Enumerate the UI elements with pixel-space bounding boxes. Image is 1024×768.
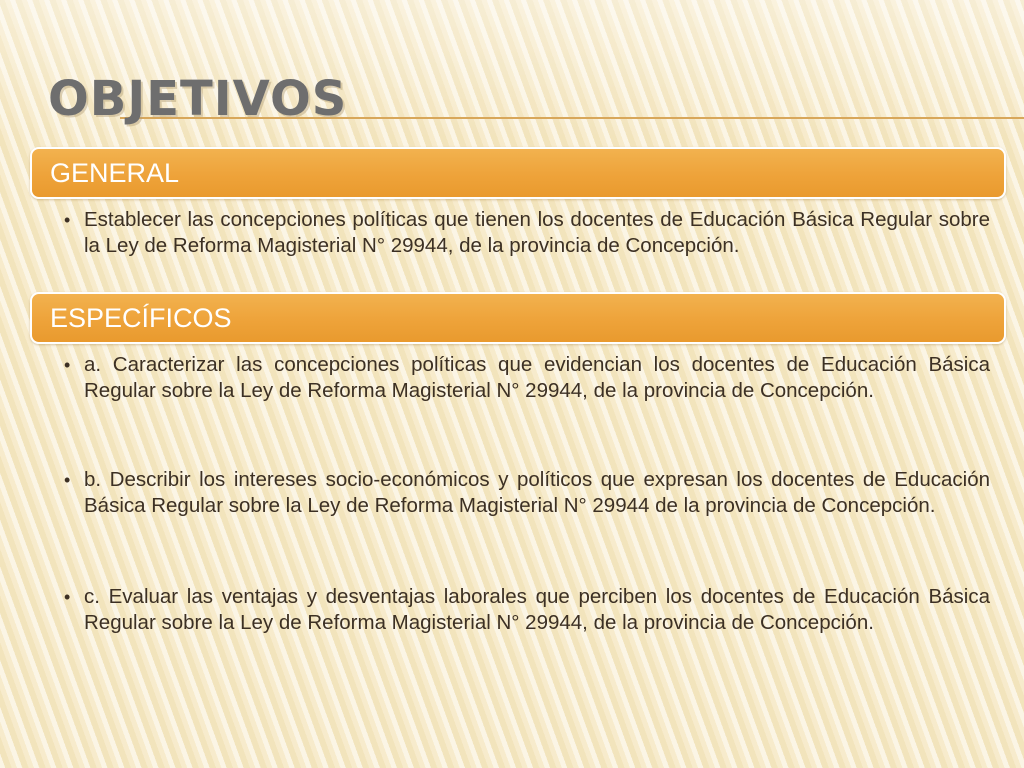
general-header-label: GENERAL (50, 158, 180, 188)
specific-objective-b-text: b. Describir los intereses socio-económicos y políticos que expresan los docentes de Educación Básica Regular sobre la Ley de Reforma Magisterial N° 29944 de la provincia de Concepción. (84, 468, 990, 517)
general-header (30, 147, 1006, 199)
specific-objective-a-text: a. Caracterizar las concepciones políticas que evidencian los docentes de Educación Básica Regular sobre la Ley de Reforma Magisterial N° 29944, de la provincia de Concepción. (84, 353, 990, 402)
bullet-icon: • (64, 210, 71, 230)
list-item (64, 467, 990, 519)
list-item (64, 584, 990, 636)
general-objective-text: Establecer las concepciones políticas que tienen los docentes de Educación Básica Regular sobre la Ley de Reforma Magisterial N° 29944, de la provincia de Concepción. (84, 208, 990, 257)
specific-objective-c-text: c. Evaluar las ventajas y desventajas laborales que perciben los docentes de Educación Básica Regular sobre la Ley de Reforma Magisterial N° 29944, de la provincia de Concepción. (84, 585, 990, 634)
bullet-icon: • (64, 587, 71, 607)
list-item (64, 207, 990, 259)
list-item (64, 352, 990, 404)
bullet-icon: • (64, 355, 71, 375)
especificos-header (30, 292, 1006, 344)
bullet-icon: • (64, 470, 71, 490)
especificos-header-label: ESPECÍFICOS (50, 303, 232, 333)
slide-title: OBJETIVOS (48, 71, 348, 127)
